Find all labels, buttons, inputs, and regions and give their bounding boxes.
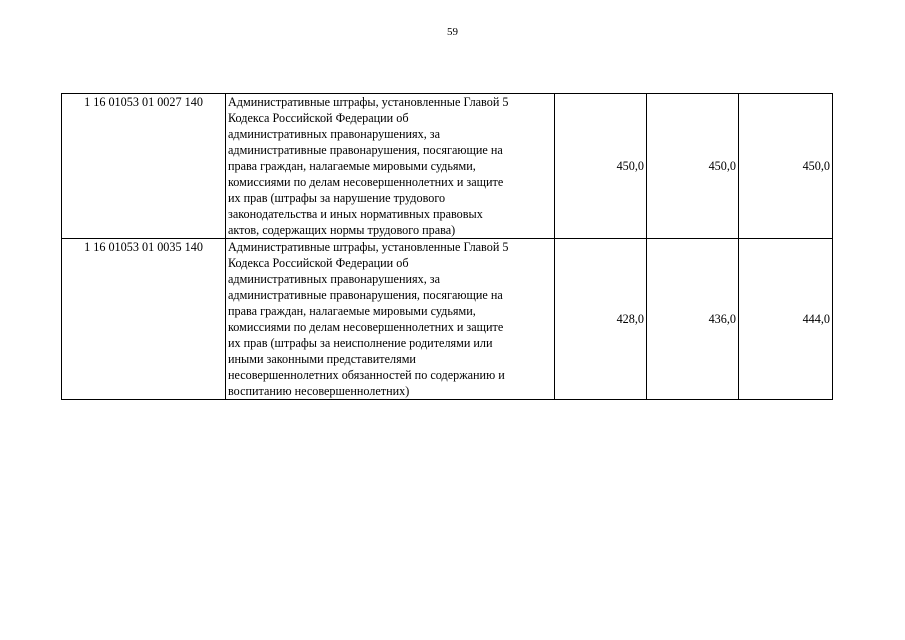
description-line: административных правонарушениях, за — [228, 127, 441, 141]
amount-year-2: 436,0 — [647, 239, 739, 400]
page-number: 59 — [447, 26, 458, 38]
row-description — [226, 94, 555, 239]
amount-year-3: 450,0 — [739, 94, 833, 239]
description-line: воспитанию несовершеннолетних) — [228, 384, 410, 398]
description-line: комиссиями по делам несовершеннолетних и защите — [228, 320, 504, 334]
description-line: их прав (штрафы за неисполнение родителями или — [228, 336, 493, 350]
description-line: комиссиями по делам несовершеннолетних и защите — [228, 175, 504, 189]
description-line: права граждан, налагаемые мировыми судьями, — [228, 304, 476, 318]
description-line: административные правонарушения, посягающие на — [228, 288, 503, 302]
amount-year-3: 444,0 — [739, 239, 833, 400]
amount-year-2: 450,0 — [647, 94, 739, 239]
description-line: административные правонарушения, посягающие на — [228, 143, 503, 157]
budget-classification-code: 1 16 01053 01 0035 140 — [62, 239, 226, 400]
amount-year-1: 450,0 — [555, 94, 647, 239]
row-description — [226, 239, 555, 400]
description-line: административных правонарушениях, за — [228, 272, 441, 286]
description-line: Кодекса Российской Федерации об — [228, 256, 409, 270]
budget-classification-code: 1 16 01053 01 0027 140 — [62, 94, 226, 239]
description-line: иными законными представителями — [228, 352, 416, 366]
description-line: несовершеннолетних обязанностей по содержанию и — [228, 368, 505, 382]
amount-year-1: 428,0 — [555, 239, 647, 400]
description-line: права граждан, налагаемые мировыми судьями, — [228, 159, 476, 173]
budget-table — [61, 93, 833, 400]
table-row — [62, 239, 833, 400]
description-line: Административные штрафы, установленные Главой 5 — [228, 95, 509, 109]
description-line: их прав (штрафы за нарушение трудового — [228, 191, 446, 205]
table-row — [62, 94, 833, 239]
description-line: актов, содержащих нормы трудового права) — [228, 223, 456, 237]
description-line: Кодекса Российской Федерации об — [228, 111, 409, 125]
description-line: законодательства и иных нормативных правовых — [228, 207, 483, 221]
description-line: Административные штрафы, установленные Главой 5 — [228, 240, 509, 254]
